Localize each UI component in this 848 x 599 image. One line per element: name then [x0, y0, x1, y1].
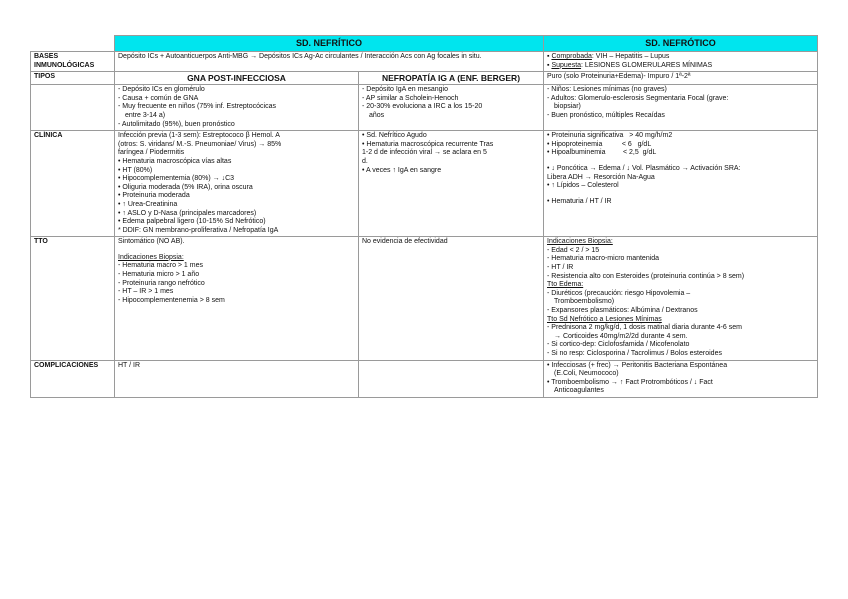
tto-gna-heading: Indicaciones Biopsia:	[118, 253, 184, 261]
bases-nefritico: Depósito ICs + Autoanticuerpos Anti-MBG → Depósitos ICs Ag-Ac circulantes / Interacción Acs con Ag focales in situ.	[115, 52, 544, 72]
spacer	[547, 158, 814, 165]
label-bases: BASES INMUNOLÓGICAS	[31, 52, 115, 72]
clinica-nefrotico	[544, 131, 818, 237]
desc-gna	[115, 85, 359, 131]
list-item: entre 3-14 a)	[125, 111, 166, 119]
list-item: • Oliguria moderada (5% IRA), orina oscura	[118, 183, 253, 191]
list-item: • Hipoalbuminemia < 2,5 g/dL	[547, 149, 657, 157]
desc-iga	[359, 85, 544, 131]
section-heading: Tto Sd Nefrótico a Lesiones Mínimas	[547, 315, 662, 323]
list-item: • Hipoproteinemia < 6 g/dL	[547, 140, 652, 148]
list-item: Anticoagulantes	[554, 387, 604, 395]
list-item: Infección previa (1-3 sem): Estreptococo β Hemol. A	[118, 132, 280, 140]
row-complicaciones	[31, 360, 818, 397]
list-item: - Causa + común de GNA	[118, 94, 199, 102]
section-heading: Indicaciones Biopsia:	[547, 238, 613, 246]
list-item: - HT – IR > 1 mes	[118, 288, 174, 296]
list-item: - Muy frecuente en niños (75% inf. Estreptocócicas	[118, 103, 276, 111]
supuesta-rest: : LESIONES GLOMERULARES MÍNIMAS	[581, 61, 713, 69]
label-tto: TTO	[31, 237, 115, 360]
list-item: - Diuréticos (precaución: riesgo Hipovolemia –	[547, 289, 691, 297]
row-tipos	[31, 72, 818, 85]
list-item: • ↓ Poncótica → Edema / ↓ Vol. Plasmático → Activación SRA:	[547, 164, 741, 172]
clinica-iga	[359, 131, 544, 237]
list-item: • ↑ ASLO y D-Nasa (principales marcadores)	[118, 209, 257, 217]
label-desc	[31, 85, 115, 131]
list-item: • Tromboembolismo → ↑ Fact Protrombóticos / ↓ Fact	[547, 378, 713, 386]
list-item: - HT / IR	[547, 264, 574, 272]
comprobada-key: Comprobada	[551, 53, 592, 60]
list-item: - Hipocomplementenemia > 8 sem	[118, 296, 225, 304]
list-item: - Depósito ICs en glomérulo	[118, 86, 205, 94]
list-item: • Hematuria macroscópica recurrente Tras	[362, 140, 494, 148]
list-item: - Resistencia alto con Esteroides (proteinuria continúa > 8 sem)	[547, 272, 745, 280]
list-item: - Si no resp: Ciclosporina / Tacrolimus / Bolos esteroides	[547, 350, 722, 357]
list-item: • HT (80%)	[118, 166, 153, 174]
list-item: - Depósito IgA en mesangio	[362, 86, 448, 94]
list-item: * DDIF: GN membrano-proliferativa / Nefropatía IgA	[118, 226, 279, 234]
list-item: - AP similar a Scholein-Henoch	[362, 94, 459, 102]
list-item: - Hematuria micro > 1 año	[118, 271, 200, 279]
header-nefritico: SD. NEFRÍTICO	[115, 36, 544, 52]
spacer	[547, 191, 814, 198]
bases-nefrotico: ▪ Comprobada: VIH – Hepatitis – Lupus ▪ Supuesta: LESIONES GLOMERULARES MÍNIMAS	[544, 52, 818, 72]
list-item: - Si cortico-dep: Ciclofosfamida / Micofenolato	[547, 341, 690, 349]
list-item: - Hematuria macro-micro mantenida	[547, 255, 660, 263]
list-item: • Hematuria / HT / IR	[547, 197, 612, 205]
list-item: • Edema palpebral ligero (10-15% Sd Nefrótico)	[118, 218, 266, 226]
list-item: - Edad < 2 / > 15	[547, 246, 600, 254]
list-item: - Buen pronóstico, múltiples Recaídas	[547, 111, 665, 119]
label-tipos: TIPOS	[31, 72, 115, 85]
list-item: • Proteinuria significativa > 40 mg/h/m2	[547, 132, 673, 140]
list-item: Tromboembolismo)	[554, 298, 615, 306]
supuesta-key: Supuesta	[551, 61, 582, 69]
complicaciones-iga	[359, 360, 544, 397]
list-item: (otros: S. viridans/ M.-S. Pneumoniae/ Virus) → 85%	[118, 140, 282, 148]
tto-gna-first: Sintomático (NO AB).	[118, 238, 185, 246]
row-bases	[31, 52, 818, 72]
list-item: - Autolimitado (95%), buen pronóstico	[118, 120, 235, 128]
list-item: - Expansores plasmáticos: Albúmina / Dextranos	[547, 307, 698, 315]
list-item: Libera ADH → Resorción Na-Agua	[547, 173, 655, 181]
list-item: años	[369, 111, 385, 119]
list-item: (E.Coli, Neumococo)	[554, 370, 619, 378]
list-item: • ↑ Urea-Creatinina	[118, 200, 178, 208]
tipo-nefrotico: Puro (solo Proteinuria+Edema)- Impuro / 1ª-2ª	[544, 72, 818, 85]
row-clinica	[31, 131, 818, 237]
row-tto	[31, 237, 818, 360]
list-item: biopsiar)	[554, 103, 581, 111]
spacer	[118, 247, 355, 254]
list-item: • Proteinuria moderada	[118, 192, 190, 200]
list-item: - Adultos: Glomerulo-esclerosis Segmentaria Focal (grave:	[547, 94, 729, 102]
list-item: • Sd. Nefrítico Agudo	[362, 132, 427, 140]
comprobada-rest: : VIH – Hepatitis – Lupus	[591, 53, 670, 60]
tto-gna	[115, 237, 359, 360]
list-item: - Proteinuria rango nefrótico	[118, 279, 205, 287]
row-desc	[31, 85, 818, 131]
list-item: • Infecciosas (+ frec) → Peritonitis Bacteriana Espontánea	[547, 361, 728, 369]
list-item: - Hematuria macro > 1 mes	[118, 262, 203, 270]
section-heading: Tto Edema:	[547, 281, 584, 289]
header-nefrotico: SD. NEFRÓTICO	[544, 36, 818, 52]
label-complicaciones: COMPLICACIONES	[31, 360, 115, 397]
header-row	[31, 36, 818, 52]
clinica-gna	[115, 131, 359, 237]
tto-nefrotico	[544, 237, 818, 360]
list-item: • ↑ Lípidos – Colesterol	[547, 182, 619, 190]
list-item: - Niños: Lesiones mínimas (no graves)	[547, 86, 667, 94]
list-item: • Hematuria macroscópica vías altas	[118, 157, 232, 165]
desc-nefrotico	[544, 85, 818, 131]
complicaciones-nefrotico	[544, 360, 818, 397]
list-item: 1-2 d de infección viral → se aclara en 5	[362, 149, 487, 157]
corner-cell	[31, 36, 115, 52]
list-item: faríngea / Piodermitis	[118, 149, 185, 157]
list-item: → Corticoides 40mg/m2/2d durante 4 sem.	[554, 332, 688, 340]
list-item: • A veces ↑ IgA en sangre	[362, 166, 442, 174]
tto-iga: No evidencia de efectividad	[359, 237, 544, 360]
list-item: • Hipocomplementemia (80%) → ↓C3	[118, 175, 235, 183]
tipo-gna: GNA POST-INFECCIOSA	[115, 72, 359, 85]
list-item: - Prednisona 2 mg/kg/d, 1 dosis matinal diaria durante 4-6 sem	[547, 324, 742, 332]
list-item: - 20-30% evoluciona a IRC a los 15-20	[362, 103, 483, 111]
summary-table	[30, 35, 818, 398]
tipo-iga: NEFROPATÍA IG A (ENF. BERGER)	[359, 72, 544, 85]
label-clinica: CLÍNICA	[31, 131, 115, 237]
list-item: d.	[362, 157, 368, 165]
complicaciones-gna: HT / IR	[115, 360, 359, 397]
